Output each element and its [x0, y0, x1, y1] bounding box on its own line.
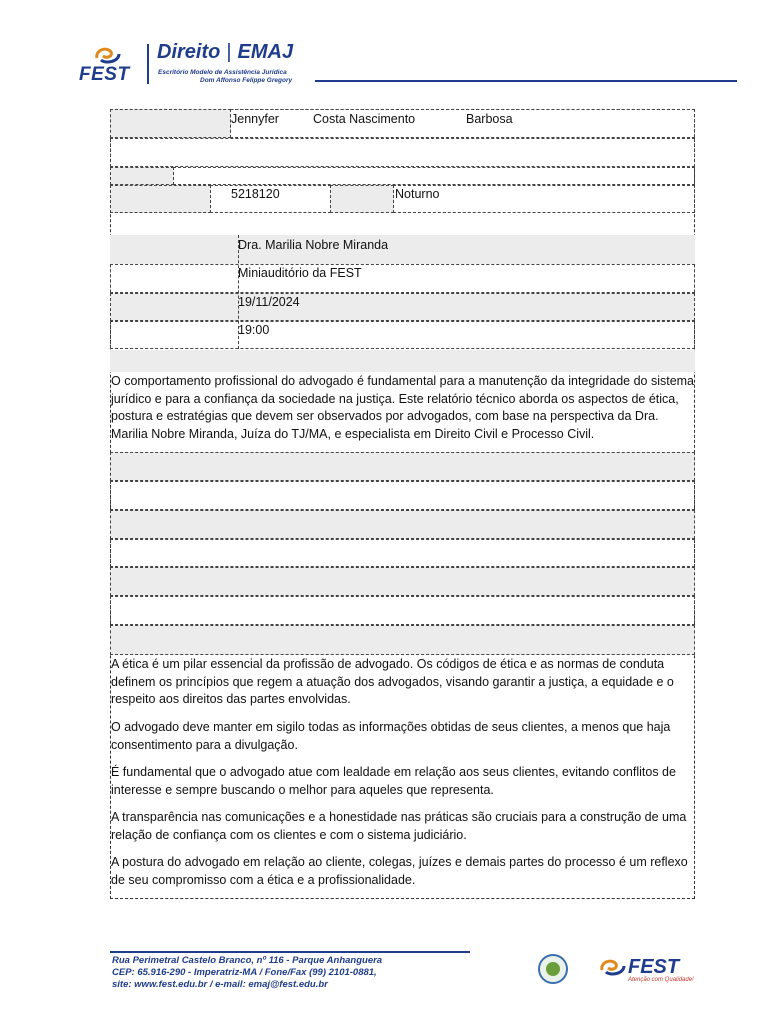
time-row	[110, 321, 695, 349]
brand-subtitle-1: Escritório Modelo de Assistência Jurídica	[158, 69, 287, 76]
name-label-cell	[110, 109, 231, 138]
name-value-cell	[230, 109, 695, 138]
footer-web: site: www.fest.edu.br / e-mail: emaj@fest.edu.br	[112, 979, 328, 990]
fest-swirl-icon	[598, 956, 626, 976]
band-row	[110, 481, 695, 510]
band-row	[110, 567, 695, 596]
fest-logo	[79, 44, 141, 86]
date-value: 19/11/2024	[238, 295, 300, 309]
name-middle: Costa Nascimento	[313, 112, 416, 126]
name-last: Barbosa	[466, 112, 513, 126]
brand-right: EMAJ	[237, 41, 294, 63]
fest-swirl-icon	[93, 44, 123, 64]
intro-heading-bar	[110, 350, 695, 372]
registration-label-cell	[110, 185, 211, 213]
footer-rule	[110, 951, 470, 953]
venue-value: Miniauditório da FEST	[238, 266, 362, 280]
band-row	[110, 539, 695, 567]
venue-row	[110, 264, 695, 293]
header-rule	[315, 80, 737, 82]
registration-value: 5218120	[231, 187, 280, 201]
brand-left: Direito	[157, 41, 221, 63]
body-paragraph-5: A postura do advogado em relação ao cliente, colegas, juízes e demais partes do processo é um reflexo de seu compromisso com a ética e a profissionalidade.	[111, 855, 688, 887]
band-row	[110, 452, 695, 481]
footer-fest-logo-text: FEST	[628, 956, 680, 978]
footer-tagline: Atenção com Qualidade!	[628, 977, 694, 983]
speaker-value: Dra. Marilia Nobre Miranda	[238, 238, 389, 252]
brand-subtitle-2: Dom Affonso Felippe Gregory	[200, 77, 293, 84]
time-value: 19:00	[238, 323, 270, 337]
small-value-cell	[173, 167, 695, 185]
body-paragraph-2: O advogado deve manter em sigilo todas as informações obtidas de seus clientes, a menos que haja consentimento para a divulgação.	[111, 720, 671, 752]
blank-row	[110, 138, 695, 167]
body-paragraph-1: A ética é um pilar essencial da profissão de advogado. Os códigos de ética e as normas de conduta definem os princípios que regem a atuação dos advogados, visando garantir a justiça, a equidade e o respeito aos direitos das partes envolvidas.	[111, 657, 674, 706]
shift-label-cell	[330, 185, 394, 213]
header-divider	[147, 44, 149, 84]
footer-address: Rua Perimetral Castelo Branco, nº 116 - Parque Anhanguera	[112, 955, 383, 966]
speaker-row	[110, 235, 695, 264]
shift-value: Noturno	[395, 187, 440, 201]
band-row	[110, 625, 695, 655]
band-row	[110, 596, 695, 625]
footer-phone: CEP: 65.916-290 - Imperatriz-MA / Fone/Fax (99) 2101-0881,	[112, 967, 377, 978]
body-paragraph-3: É fundamental que o advogado atue com lealdade em relação aos seus clientes, evitando conflitos de interesse e sempre buscando o melhor para aqueles que representa.	[111, 765, 676, 797]
small-label-cell	[110, 167, 174, 185]
name-first: Jennyfer	[231, 112, 279, 126]
institution-seal-icon	[538, 954, 568, 984]
brand-title: Direito | EMAJ	[157, 41, 294, 63]
date-row	[110, 293, 695, 321]
fest-logo-text: FEST	[79, 64, 130, 85]
body-paragraph-4: A transparência nas comunicações e a honestidade nas práticas são cruciais para a construção de uma relação de confiança com os clientes e com o sistema judiciário.	[111, 810, 687, 842]
intro-paragraph: O comportamento profissional do advogado é fundamental para a manutenção da integridade do sistema jurídico e para a confiança da sociedade na justiça. Este relatório técnico aborda os aspectos de ética, postura e estratégias que devem ser observados por advogados, com base na perspectiva da Dra. Marilia Nobre Miranda, Juíza do TJ/MA, e especialista em Direito Civil e Processo Civil.	[111, 374, 695, 441]
band-row	[110, 510, 695, 539]
